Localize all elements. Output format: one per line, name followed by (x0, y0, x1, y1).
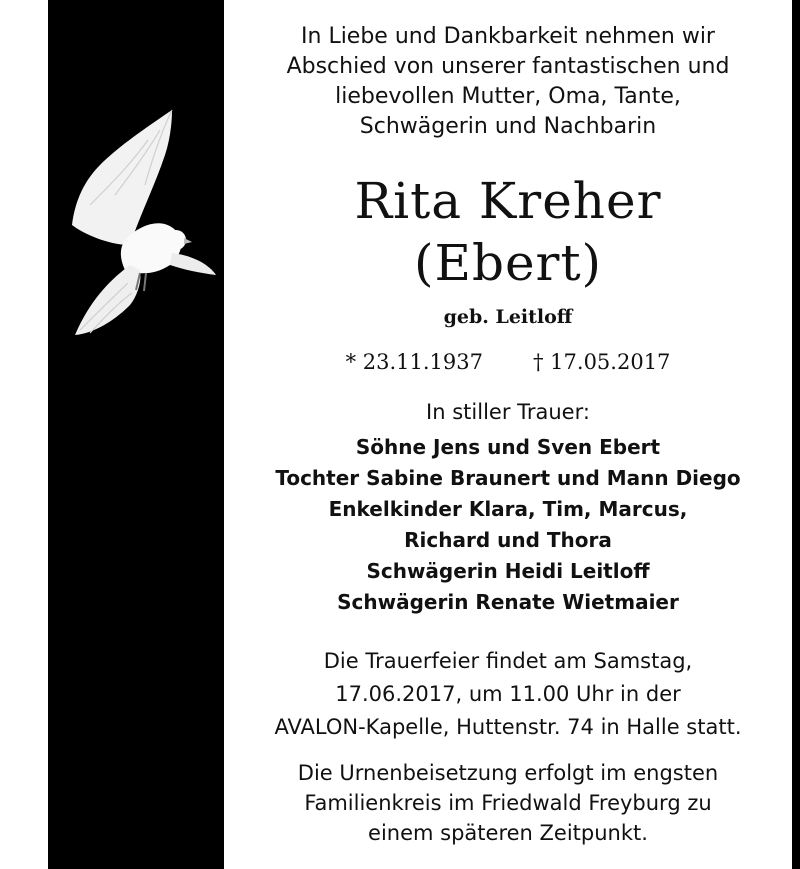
intro-line: In Liebe und Dankbarkeit nehmen wir (301, 24, 715, 49)
intro-line: liebevollen Mutter, Oma, Tante, (335, 84, 681, 109)
family-line: Schwägerin Heidi Leitloff (366, 559, 650, 583)
left-margin (0, 0, 48, 869)
deceased-name-line: Rita Kreher (354, 172, 662, 230)
deceased-name (224, 170, 792, 294)
birth-name: geb. Leitloff (443, 306, 573, 328)
intro-line: Abschied von unserer fantastischen und (286, 54, 730, 79)
burial-line: einem späteren Zeitpunkt. (368, 821, 648, 845)
mourning-label: In stiller Trauer: (426, 400, 590, 424)
life-dates (224, 350, 792, 374)
burial-line: Familienkreis im Friedwald Freyburg zu (304, 791, 712, 815)
service-line: 17.06.2017, um 11.00 Uhr in der (335, 682, 681, 706)
intro-line: Schwägerin und Nachbarin (359, 114, 657, 139)
death-date: † 17.05.2017 (533, 350, 671, 374)
service-line: Die Trauerfeier findet am Samstag, (323, 649, 693, 673)
service-line: AVALON-Kapelle, Huttenstr. 74 in Halle statt. (274, 715, 742, 739)
family-list (224, 432, 792, 618)
birth-date: * 23.11.1937 (345, 350, 483, 374)
deceased-previous-name: (Ebert) (413, 234, 603, 292)
obituary-text-panel (224, 0, 800, 869)
family-line: Richard und Thora (404, 528, 612, 552)
family-line: Tochter Sabine Braunert und Mann Diego (275, 466, 741, 490)
burial-info (224, 758, 792, 848)
family-line: Söhne Jens und Sven Ebert (355, 435, 661, 459)
dove-icon (60, 105, 220, 345)
family-line: Schwägerin Renate Wietmaier (337, 590, 679, 614)
family-line: Enkelkinder Klara, Tim, Marcus, (328, 497, 688, 521)
service-info (224, 645, 792, 744)
burial-line: Die Urnenbeisetzung erfolgt im engsten (297, 761, 719, 785)
intro-text (224, 22, 792, 142)
